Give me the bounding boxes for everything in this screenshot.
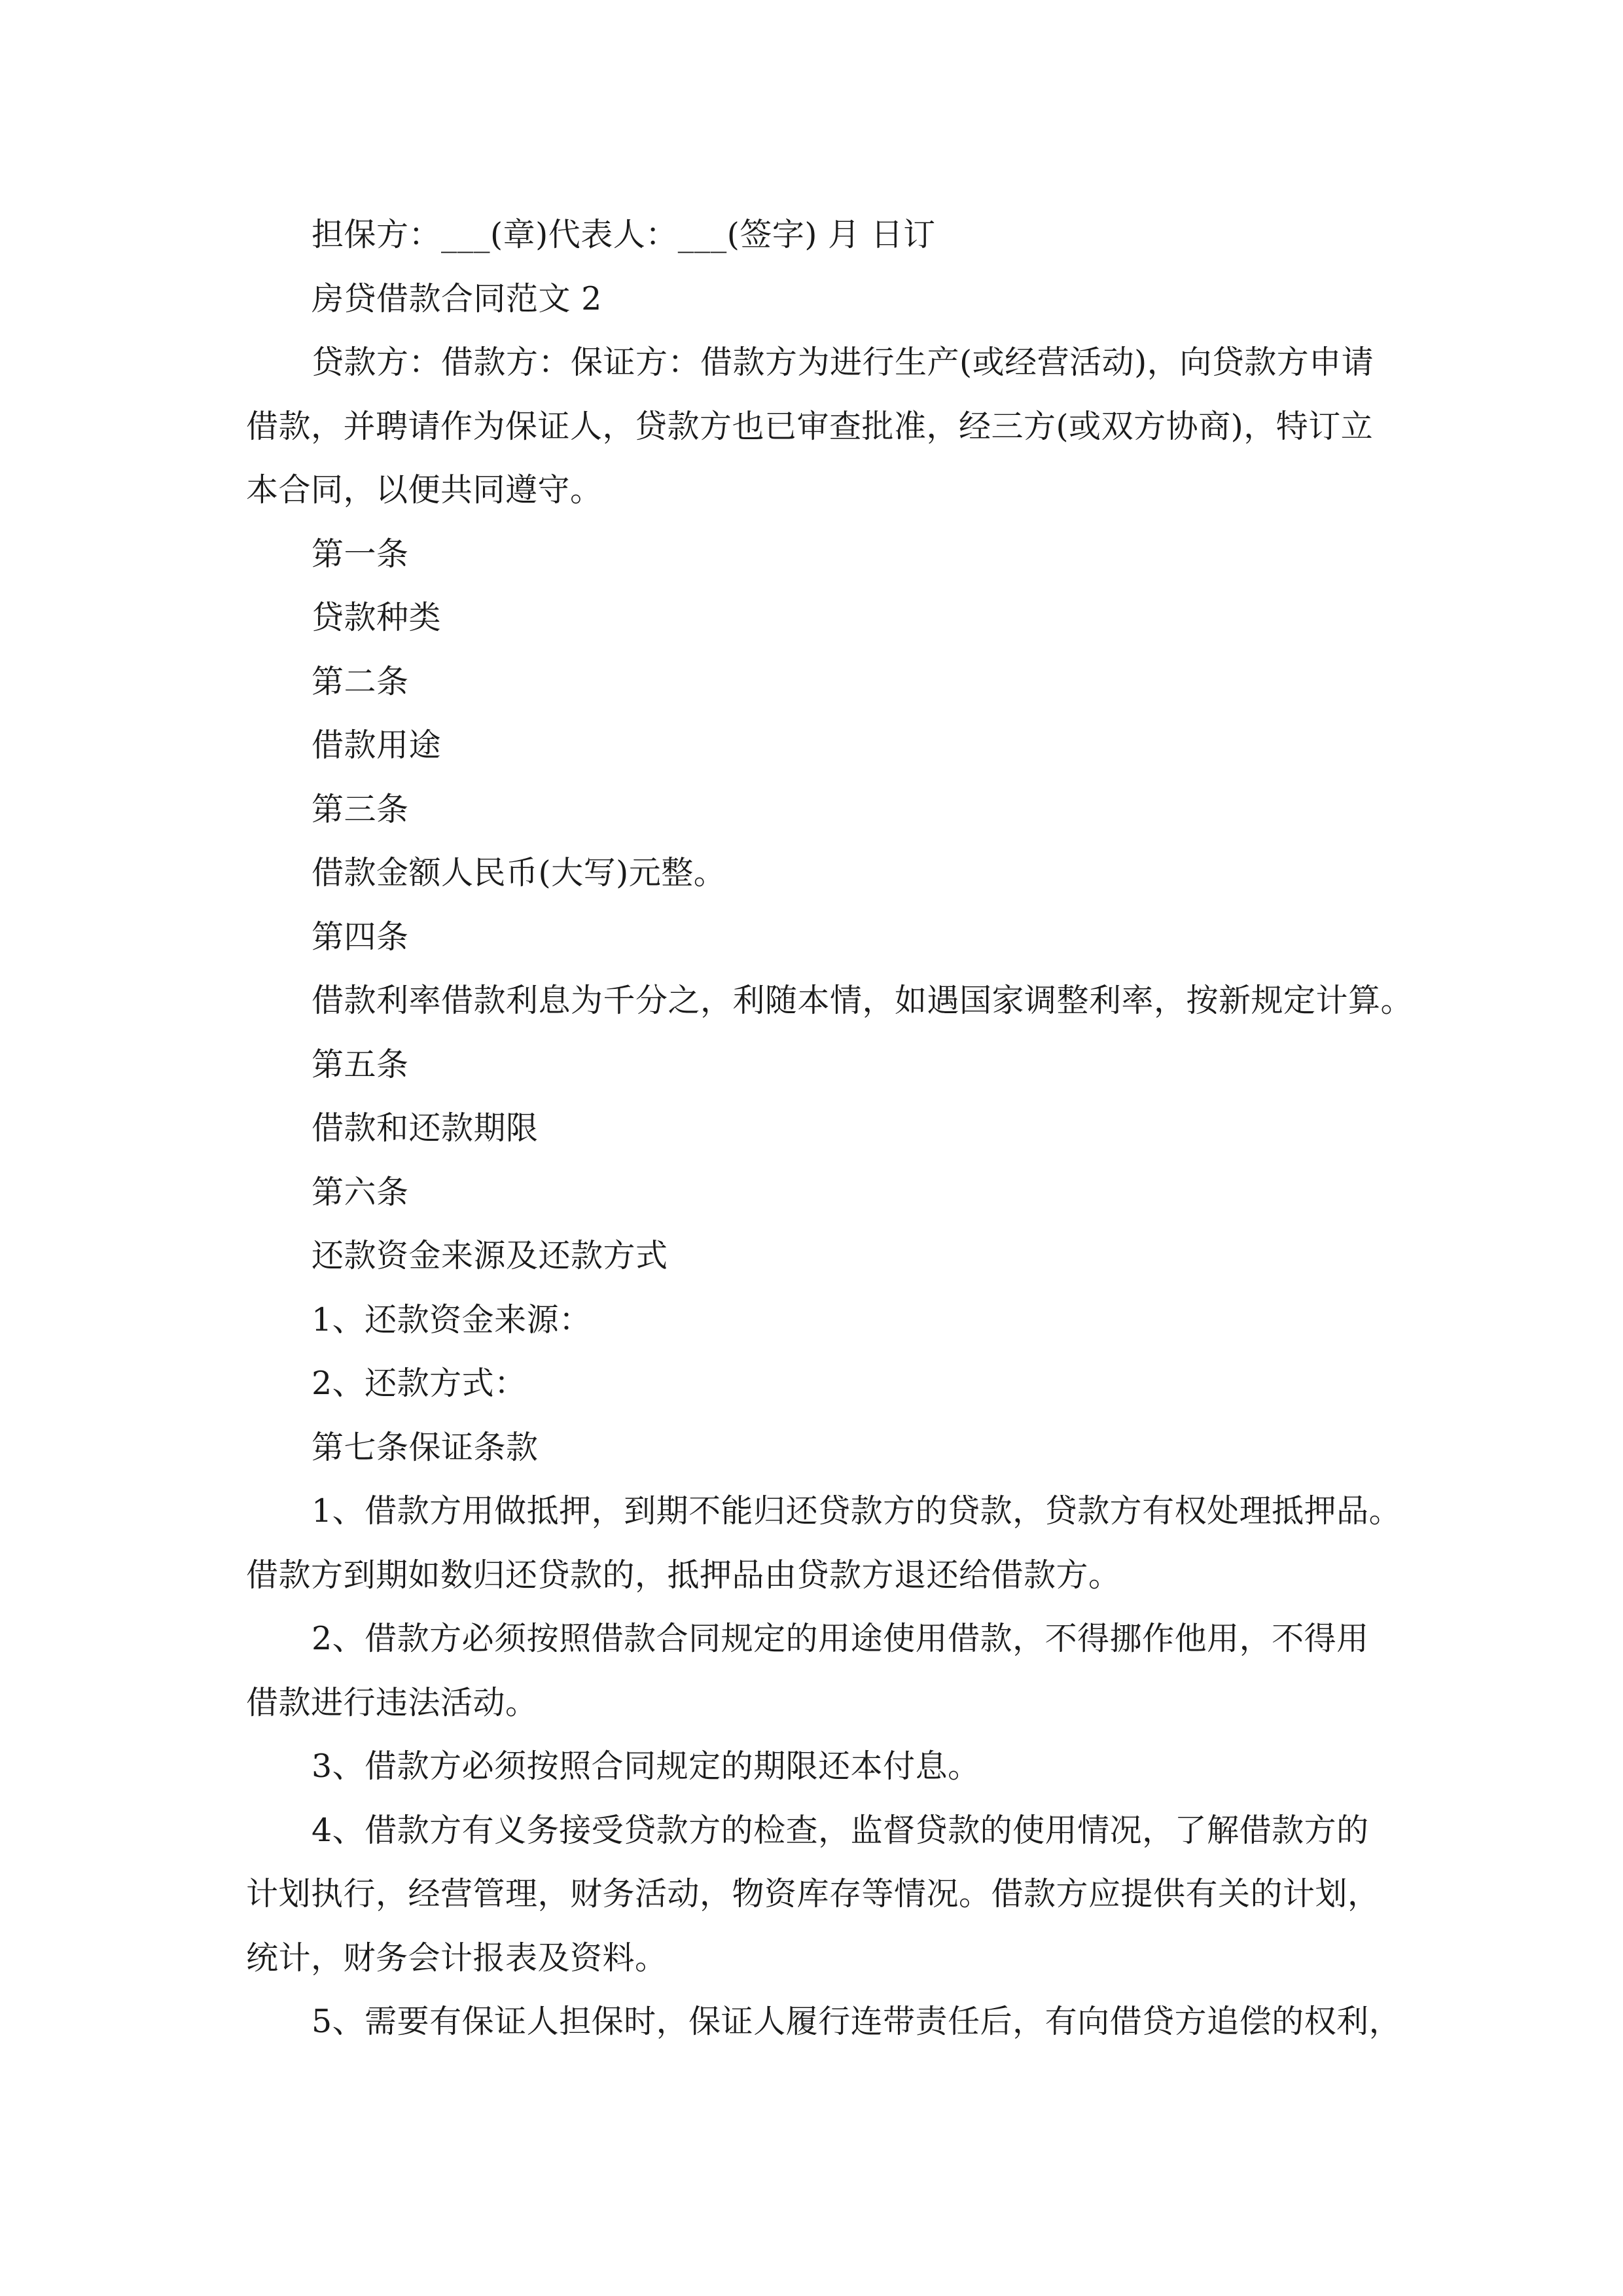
- article-heading: 第五条: [312, 1045, 409, 1083]
- list-item: 1、还款资金来源：: [312, 1300, 592, 1338]
- guarantor-signature-line: 担保方：___(章)代表人：___(签字) 月 日订: [312, 216, 936, 253]
- paragraph-line: 统计，财务会计报表及资料。: [246, 1939, 668, 1977]
- document-title: 房贷借款合同范文 2: [312, 279, 602, 317]
- article-body: 借款利率借款利息为千分之，利随本情，如遇国家调整利率，按新规定计算。: [312, 982, 1414, 1019]
- paragraph-line: 借款方到期如数归还贷款的，抵押品由贷款方退还给借款方。: [246, 1556, 1121, 1594]
- article-body: 还款资金来源及还款方式: [312, 1237, 668, 1274]
- article-heading: 第七条保证条款: [312, 1428, 539, 1466]
- article-body: 借款和还款期限: [312, 1109, 539, 1147]
- paragraph-line: 借款，并聘请作为保证人，贷款方也已审查批准，经三方(或双方协商)，特订立: [246, 407, 1374, 445]
- list-item: 3、借款方必须按照合同规定的期限还本付息。: [312, 1748, 980, 1785]
- article-heading: 第二条: [312, 662, 409, 700]
- article-heading: 第一条: [312, 535, 409, 573]
- paragraph-line: 本合同，以便共同遵守。: [246, 471, 603, 509]
- article-heading: 第四条: [312, 918, 409, 956]
- article-heading: 第六条: [312, 1173, 409, 1211]
- list-item: 5、需要有保证人担保时，保证人履行连带责任后，有向借贷方追偿的权利，: [312, 2003, 1402, 2040]
- article-body: 贷款种类: [312, 599, 442, 636]
- list-item: 4、借款方有义务接受贷款方的检查，监督贷款的使用情况，了解借款方的: [312, 1811, 1369, 1849]
- article-body: 借款用途: [312, 726, 442, 764]
- article-body: 借款金额人民币(大写)元整。: [312, 854, 726, 891]
- list-item: 1、借款方用做抵押，到期不能归还贷款方的贷款，贷款方有权处理抵押品。: [312, 1492, 1402, 1530]
- list-item: 2、借款方必须按照借款合同规定的用途使用借款，不得挪作他用，不得用: [312, 1620, 1369, 1657]
- paragraph-line: 借款进行违法活动。: [246, 1683, 538, 1721]
- paragraph-line: 贷款方：借款方：保证方：借款方为进行生产(或经营活动)，向贷款方申请: [312, 344, 1374, 381]
- document-body: [246, 203, 1414, 2054]
- paragraph-line: 计划执行，经营管理，财务活动，物资库存等情况。借款方应提供有关的计划，: [246, 1875, 1380, 1912]
- list-item: 2、还款方式：: [312, 1365, 527, 1402]
- article-heading: 第三条: [312, 790, 409, 828]
